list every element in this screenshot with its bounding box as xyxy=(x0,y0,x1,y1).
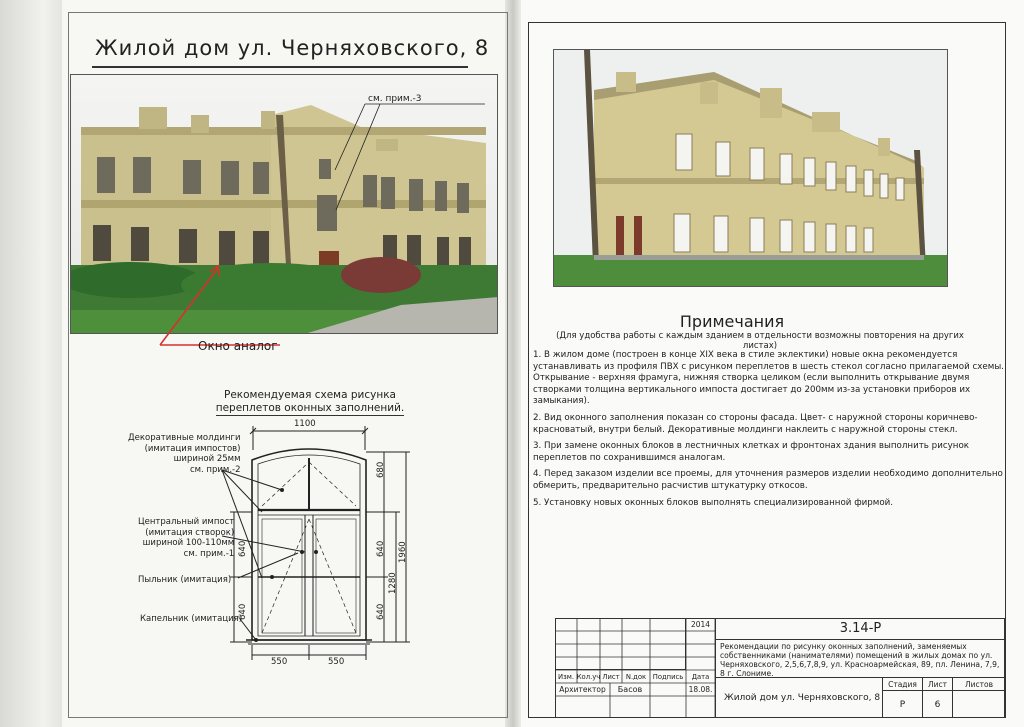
dim-right-top: 680 xyxy=(376,461,386,478)
note-item: 4. Перед заказом изделии все проемы, для уточнения размеров изделии необходимо дополнительно обмерить, предварительно расчистив штукатурку откосов. xyxy=(533,469,1003,491)
notes-subtitle: (Для удобства работы с каждым зданием в отдельности возможны повторения на других листах) xyxy=(556,331,964,351)
analog-label: Окно аналог xyxy=(198,339,278,353)
note-item: 1. В жилом доме (построен в конце XIX века в стиле эклектики) новые окна рекомендуется устанавливать из профиля ПВХ с рисунком переплетов в шесть стекол согласно прилагаемой схемы. Открывание - верхняя фрамуга, нижняя створка целиком (если выполнить открывание двумя створками толщина вертикального импоста достигает до 200мм из-за установки приборов их замыкания). xyxy=(533,350,1004,407)
doc-description: Рекомендации по рисунку оконных заполнений, заменяемых собственниками (нанимателями) помещений в жилых домах по ул. Черняховского, 2,5,6,7,8,9, ул. Красноармейская, 89, пл. Ленина, 7,9, 8 г. Слониме. xyxy=(715,640,1005,678)
listov-value xyxy=(953,691,1005,718)
architect-date: 18.08. xyxy=(688,685,713,694)
col-izm: Изм. xyxy=(558,672,574,681)
architect-role: Архитектор xyxy=(559,685,606,694)
callout-note-3: см. прим.-3 xyxy=(368,94,422,104)
stage-label: Стадия xyxy=(883,678,923,691)
col-ndok: N.док xyxy=(625,672,647,681)
note-item: 5. Установку новых оконных блоков выполнять специализированной фирмой. xyxy=(533,497,894,508)
dim-left-640a: 640 xyxy=(238,540,248,557)
list-label: Лист xyxy=(923,678,953,691)
doc-year: 2014 xyxy=(690,620,711,629)
annotation-mouldings: Декоративные молдинги (имитация импостов) шириной 25мм см. прим.-2 xyxy=(128,433,241,475)
dim-right-1280: 1280 xyxy=(388,572,398,594)
dim-right-640b: 640 xyxy=(376,603,386,620)
doc-code: 3.14-Р xyxy=(715,618,1005,640)
listov-label: Листов xyxy=(953,678,1005,691)
annotation-impost: Центральный импост (имитация створок) шириной 100-110мм см. прим.-1 xyxy=(138,517,235,559)
dim-left-640b: 640 xyxy=(238,603,248,620)
stage-value: Р xyxy=(883,691,923,718)
dim-top-width: 1100 xyxy=(294,419,316,429)
note-item: 2. Вид оконного заполнения показан со стороны фасада. Цвет- с наружной стороны коричнево-красноватый, внутри белый. Декоративные молдинги наклеить с наружной стороны стекл. xyxy=(533,412,978,435)
dim-bottom-left: 550 xyxy=(271,657,288,667)
sheet-name: Жилой дом ул. Черняховского, 8 xyxy=(715,678,883,718)
dim-right-1960: 1960 xyxy=(398,541,408,563)
notes-list xyxy=(533,350,1008,514)
architect-name: Басов xyxy=(617,685,643,694)
notes-title: Примечания xyxy=(679,312,785,331)
building-photo-right xyxy=(553,49,948,287)
note-item: 3. При замене оконных блоков в лестничных клетках и фронтонах здания выполнить рисунок переплетов по сохранившимся аналогам. xyxy=(533,441,970,463)
col-koluch: Кол.уч xyxy=(576,672,601,681)
schema-title: Рекомендуемая схема рисунка переплетов оконных заполнений. xyxy=(215,389,405,414)
annotation-kapelnik: Капельник (имитация) xyxy=(140,614,243,624)
annotation-pylnik: Пыльник (имитация) xyxy=(138,575,232,585)
col-list: Лист xyxy=(602,672,620,681)
sheet-title: Жилой дом ул. Черняховского, 8 xyxy=(95,36,490,60)
dim-bottom-right: 550 xyxy=(328,657,345,667)
dim-right-640a: 640 xyxy=(376,540,386,557)
list-value: 6 xyxy=(923,691,953,718)
col-podpis: Подпись xyxy=(652,672,684,681)
col-data: Дата xyxy=(691,672,710,681)
